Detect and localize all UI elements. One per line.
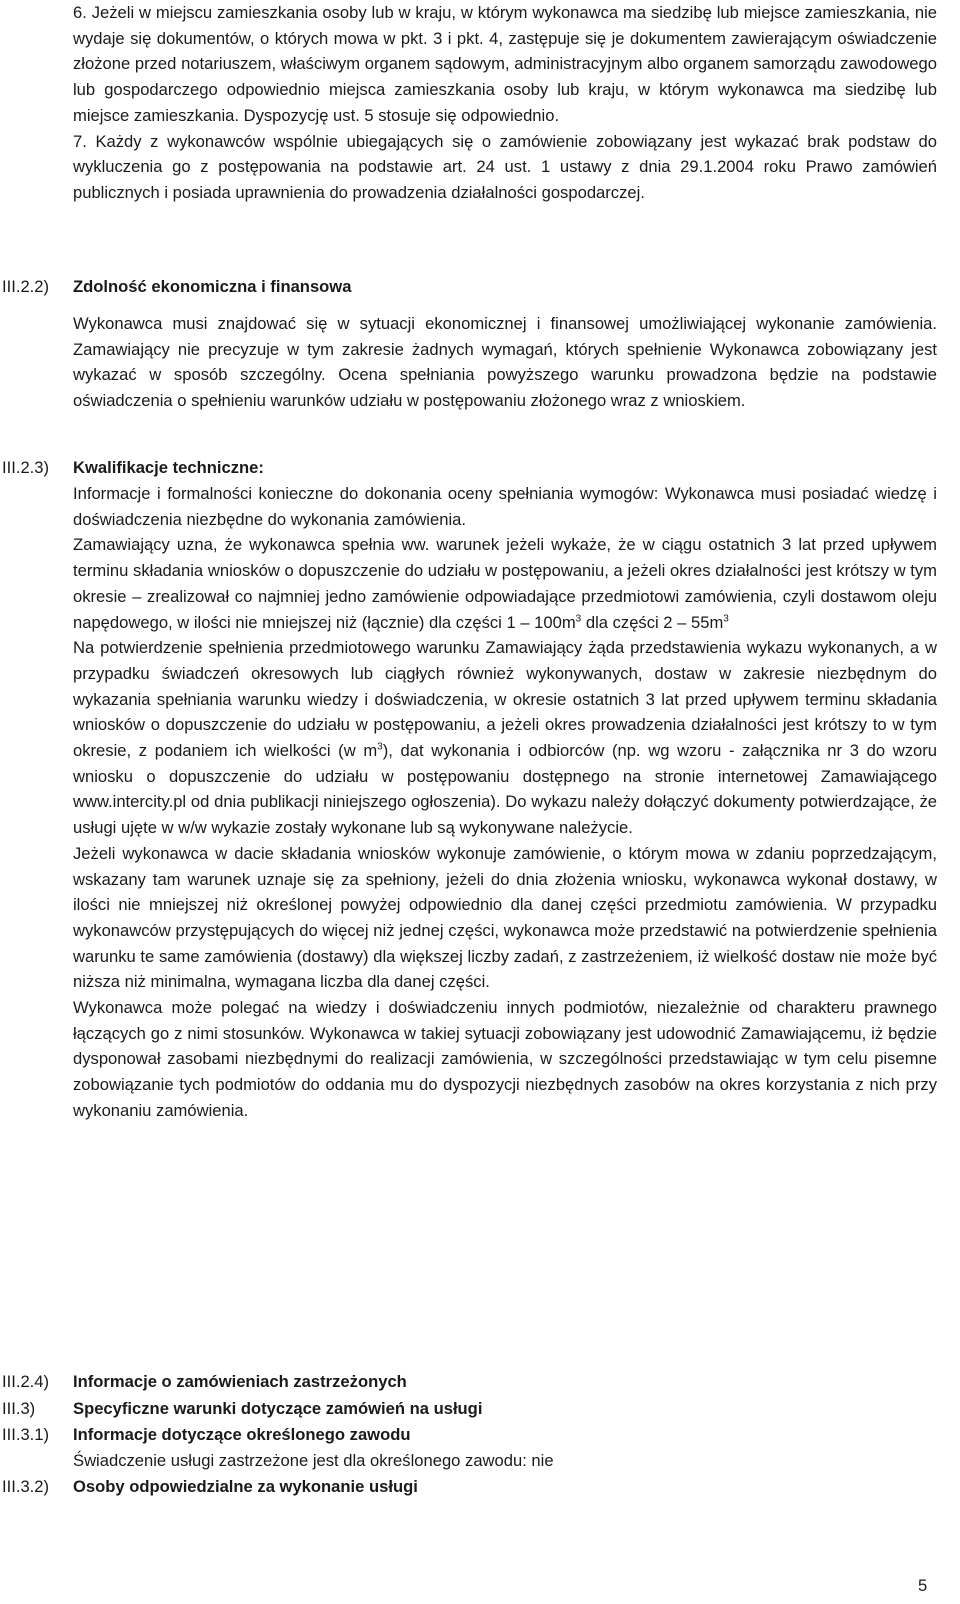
page-number: 5 [918,1576,928,1595]
section-label-iii-2-3: III.2.3) [2,458,50,477]
tq-paragraph-5: Wykonawca może polegać na wiedzy i doświadczeniu innych podmiotów, niezależnie od charakteru prawnego łączących go z nimi stosunków. Wykonawca w takiej sytuacji zobowiązany jest udowodnić Zamawiającemu, iż będzie dysponował zasobami niezbędnymi do realizacji zamówienia, w szczególności przedstawiając w tym celu pisemne zobowiązanie tych podmiotów do oddania mu do dyspozycji niezbędnych zasobów na okres korzystania z nich przy wykonaniu zamówienia. [73,998,937,1120]
tq-paragraph-2-text-b: dla części 2 – 55m [581,612,724,632]
section-label-iii-3: III.3) [2,1399,36,1418]
section-title-profession-info: Informacje dotyczące określonego zawodu [73,1425,411,1444]
section-title-service-conditions: Specyficzne warunki dotyczące zamówień na usługi [73,1399,483,1418]
intro-item-6: 6. Jeżeli w miejscu zamieszkania osoby lub w kraju, w którym wykonawca ma siedzibę lub miejsce zamieszkania, nie wydaje się dokumentów, o których mowa w pkt. 3 i pkt. 4, zastępuje się je dokumentem zawierającym oświadczenie złożone przed notariuszem, właściwym organem sądowym, administracyjnym albo organem samorządu zawodowego lub gospodarczego odpowiednio miejsca zamieszkania osoby lub kraju, w którym wykonawca ma siedzibę lub miejsce zamieszkania. Dyspozycję ust. 5 stosuje się odpowiednio. [73,3,937,125]
section-label-iii-3-1: III.3.1) [2,1425,50,1444]
section-label-iii-3-2: III.3.2) [2,1477,50,1496]
tq-paragraph-2-sup-2: 3 [723,612,729,624]
tq-paragraph-2-text-a: Zamawiający uzna, że wykonawca spełnia ww. warunek jeżeli wykaże, że w ciągu ostatnich 3 lat przed upływem terminu składania wniosków o dopuszczenie do udziału w postępowaniu, a jeżeli okres działalności jest krótszy w tym okresie – zrealizował co najmniej jedno zamówienie odpowiadające przedmiotowi zamówienia, czyli dostawom oleju napędowego, w ilości nie mniejszej niż (łącznie) dla części 1 – 100m [73,535,937,632]
tq-paragraph-3-sup: 3 [377,741,383,753]
profession-info-body: Świadczenie usługi zastrzeżone jest dla określonego zawodu: nie [73,1451,554,1470]
tq-paragraph-2-sup-1: 3 [575,612,582,624]
tq-paragraph-1: Informacje i formalności konieczne do dokonania oceny spełniania wymogów: Wykonawca musi posiadać wiedzę i doświadczenia niezbędne do wykonania zamówienia. [73,484,937,529]
economic-capacity-body [73,311,937,414]
section-label-iii-2-2: III.2.2) [2,277,50,296]
section-title-responsible-persons: Osoby odpowiedzialne za wykonanie usługi [73,1477,418,1496]
economic-capacity-text: Wykonawca musi znajdować się w sytuacji ekonomicznej i finansowej umożliwiającej wykonanie zamówienia. Zamawiający nie precyzuje w tym zakresie żadnych wymagań, których spełnienie Wykonawca zobowiązany jest wykazać w sposób szczególny. Ocena spełniania powyższego warunku prowadzona będzie na podstawie oświadczenia o spełnieniu warunków udziału w postępowaniu złożonego wraz z wnioskiem. [73,314,937,411]
intro-items [73,0,937,206]
technical-qualifications-body [73,481,937,1124]
tq-paragraph-3-text-a: Na potwierdzenie spełnienia przedmiotowego warunku Zamawiający żąda przedstawienia wykazu wykonanych, a w przypadku świadczeń okresowych lub ciągłych również wykonywanych, dostaw w zakresie niezbędnym do wykazania spełniania warunku wiedzy i doświadczenia, w okresie ostatnich 3 lat przed upływem terminu składania wniosków o dopuszczenie do udziału w postępowaniu, a jeżeli okres prowadzenia działalności jest krótszy to w tym okresie, z podaniem ich wielkości (w m [73,638,937,761]
tq-paragraph-4: Jeżeli wykonawca w dacie składania wniosków wykonuje zamówienie, o którym mowa w zdaniu poprzedzającym, wskazany tam warunek uznaje się za spełniony, jeżeli do dnia złożenia wniosku, wykonawca wykonał dostawy, w ilości nie mniejszej niż określonej powyżej odpowiednio dla danej części przedmiotu zamówienia. W przypadku wykonawców przystępujących do więcej niż jednej części, wykonawca może przedstawić na potwierdzenie spełnienia warunku te same zamówienia (dostawy) dla większej liczby zadań, z zastrzeżeniem, iż wielkość dostaw nie może być niższa niż minimalna, wymagana liczba dla danej części. [73,843,937,992]
section-title-economic-capacity: Zdolność ekonomiczna i finansowa [73,277,352,296]
intro-item-7: 7. Każdy z wykonawców wspólnie ubiegających się o zamówienie zobowiązany jest wykazać brak podstaw do wykluczenia go z postępowania na podstawie art. 24 ust. 1 ustawy z dnia 29.1.2004 roku Prawo zamówień publicznych i posiada uprawnienia do prowadzenia działalności gospodarczej. [73,131,937,202]
tq-paragraph-3-text-b: ), dat wykonania i odbiorców (np. wg wzoru - załącznika nr 3 do wzoru wniosku o dopuszczenie do udziału w postępowaniu dostępnego na stronie internetowej Zamawiającego www.intercity.pl od dnia publikacji niniejszego ogłoszenia). Do wykazu należy dołączyć dokumenty potwierdzające, że usługi ujęte w w/w wykazie zostały wykonane lub są wykonywane należycie. [73,741,937,838]
tq-paragraph-3 [73,635,937,841]
tq-paragraph-2 [73,532,937,635]
section-title-technical-qualifications: Kwalifikacje techniczne: [73,458,264,477]
section-title-reserved-contracts: Informacje o zamówieniach zastrzeżonych [73,1372,407,1391]
section-label-iii-2-4: III.2.4) [2,1372,50,1391]
